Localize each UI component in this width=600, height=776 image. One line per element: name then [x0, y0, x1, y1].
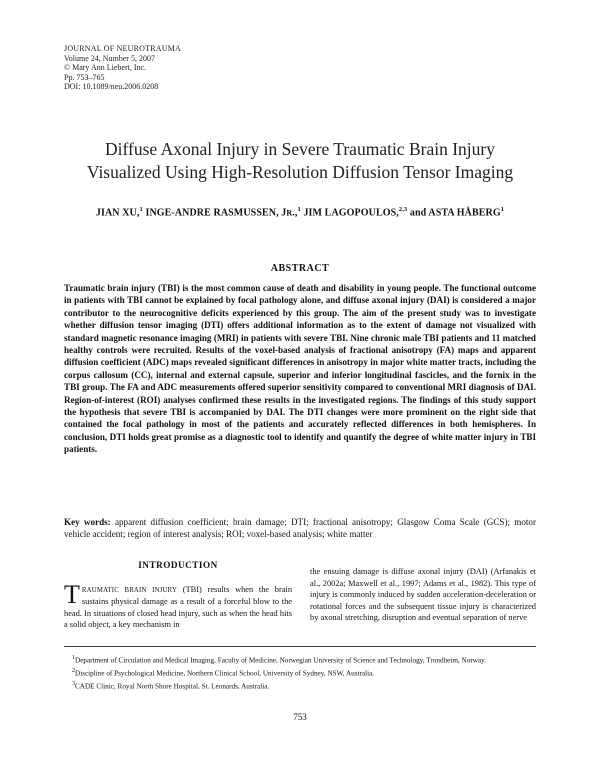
- journal-pages: Pp. 753–765: [64, 72, 105, 82]
- author-4: ASTA HÅBERG: [428, 207, 501, 219]
- journal-volume: Volume 24, Number 5, 2007: [64, 53, 155, 63]
- author-2-tail: .,: [292, 207, 298, 219]
- intro-right-body: the ensuing damage is diffuse axonal injury (DAI) (Arfanakis et al., 2002a; Maxwell et al., 1997; Adams et al., 1982). This type of injury is commonly induced by sudden acceleration-deceleration or rotational forces and the subsequent tissue injury is characterized by axonal stretching, disruption and eventual separation of nerve: [310, 567, 536, 623]
- footnote-3: [64, 679, 536, 692]
- keywords-text: apparent diffusion coefficient; brain damage; DTI; fractional anisotropy; Glasgow Coma Scale (GCS); motor vehicle accident; region of interest analysis; ROI; voxel-based analysis; white matter: [64, 517, 536, 540]
- author-2-affiliation: 1: [297, 206, 301, 213]
- footnote-1-number: 1: [72, 655, 75, 661]
- journal-name: JOURNAL OF NEUROTRAUMA: [64, 44, 181, 53]
- footnote-3-number: 3: [72, 680, 75, 687]
- author-3-affiliation: 2,3: [398, 206, 408, 213]
- footnote-3-text: CADE Clinic, Royal North Shore Hospital, St. Leonards, Australia.: [75, 681, 270, 690]
- keywords: [64, 516, 536, 541]
- author-2: INGE-ANDRE RASMUSSEN, J: [145, 207, 287, 219]
- footnote-2: [64, 666, 536, 679]
- author-1-affiliation: 1: [139, 206, 143, 213]
- intro-heading: INTRODUCTION: [138, 560, 218, 570]
- abstract-text: Traumatic brain injury (TBI) is the most common cause of death and disability in young people. The functional outcome in patients with TBI cannot be explained by focal pathology alone, and diffuse axonal injury (DAI) is considered a major contributor to the neurocognitive deficits experienced by this group. The aim of the present study was to investigate whether diffusion tensor imaging (DTI) offers additional information as to the extent of damage not visualized with standard magnetic resonance imaging (MRI) in patients with severe TBI. Nine chronic male TBI patients and 11 matched healthy controls were recruited. Results of the voxel-based analysis of fractional anisotropy (FA) maps and apparent diffusion coefficient (ADC) maps revealed significant differences in anisotropy in major white matter tracts, including the corpus callosum (CC), internal and external capsule, superior and inferior longitudinal fascicles, and the fornix in the TBI group. The FA and ADC measurements offered superior sensitivity compared to conventional MRI diagnosis of DAI. Region-of-interest (ROI) analyses confirmed these results in the investigated regions. The findings of this study support the hypothesis that severe TBI is accompanied by DAI. The DTI changes were more prominent on the right side that contained the focal pathology in most of the patients and accurately reflected differences in both hemispheres. In conclusion, DTI holds great promise as a diagnostic tool to identify and quantify the degree of white matter injury in TBI patients.: [64, 283, 536, 455]
- footnote-1: [64, 653, 536, 666]
- footnote-2-text: Discipline of Psychological Medicine, Northern Clinical School, University of Sydney, NSW, Australia.: [75, 669, 375, 678]
- intro-smallcaps: RAUMATIC BRAIN INJURY: [81, 586, 178, 594]
- journal-meta: [64, 44, 181, 92]
- journal-copyright: © Mary Ann Liebert, Inc.: [64, 63, 147, 73]
- abstract-heading: ABSTRACT: [270, 263, 330, 274]
- footnotes: [64, 653, 536, 691]
- author-2-suffix: R: [286, 208, 293, 218]
- footnote-divider: [64, 646, 536, 647]
- journal-doi: DOI: 10.1089/neu.2006.0208: [64, 82, 159, 92]
- intro-left-column: [64, 560, 292, 631]
- paper-title: [20, 138, 580, 184]
- footnote-1-text: Department of Circulation and Medical Imaging, Faculty of Medicine, Norwegian University of Science and Technology, Trondheim, Norway.: [75, 656, 487, 665]
- title-line-1: Diffuse Axonal Injury in Severe Traumatic Brain Injury: [105, 139, 495, 159]
- intro-left-text: [64, 579, 293, 631]
- author-4-affiliation: 1: [500, 206, 505, 213]
- author-conjunction: and: [409, 207, 427, 219]
- intro-left-body: (TBI) results when the brain sustains physical damage as a result of a forceful blow to the head. In situations of closed head injury, such as when the head hits a solid object, a key mechanism in: [64, 584, 293, 630]
- author-list: [20, 206, 580, 218]
- footnote-2-number: 2: [72, 667, 75, 674]
- page-number: 753: [293, 712, 307, 722]
- author-1: JIAN XU,: [95, 207, 140, 219]
- title-line-2: Visualized Using High-Resolution Diffusion Tensor Imaging: [86, 162, 514, 182]
- drop-cap: T: [64, 579, 80, 609]
- keywords-label: Key words:: [64, 517, 111, 527]
- author-3: JIM LAGOPOULOS,: [303, 207, 399, 219]
- intro-right-column: [310, 566, 536, 624]
